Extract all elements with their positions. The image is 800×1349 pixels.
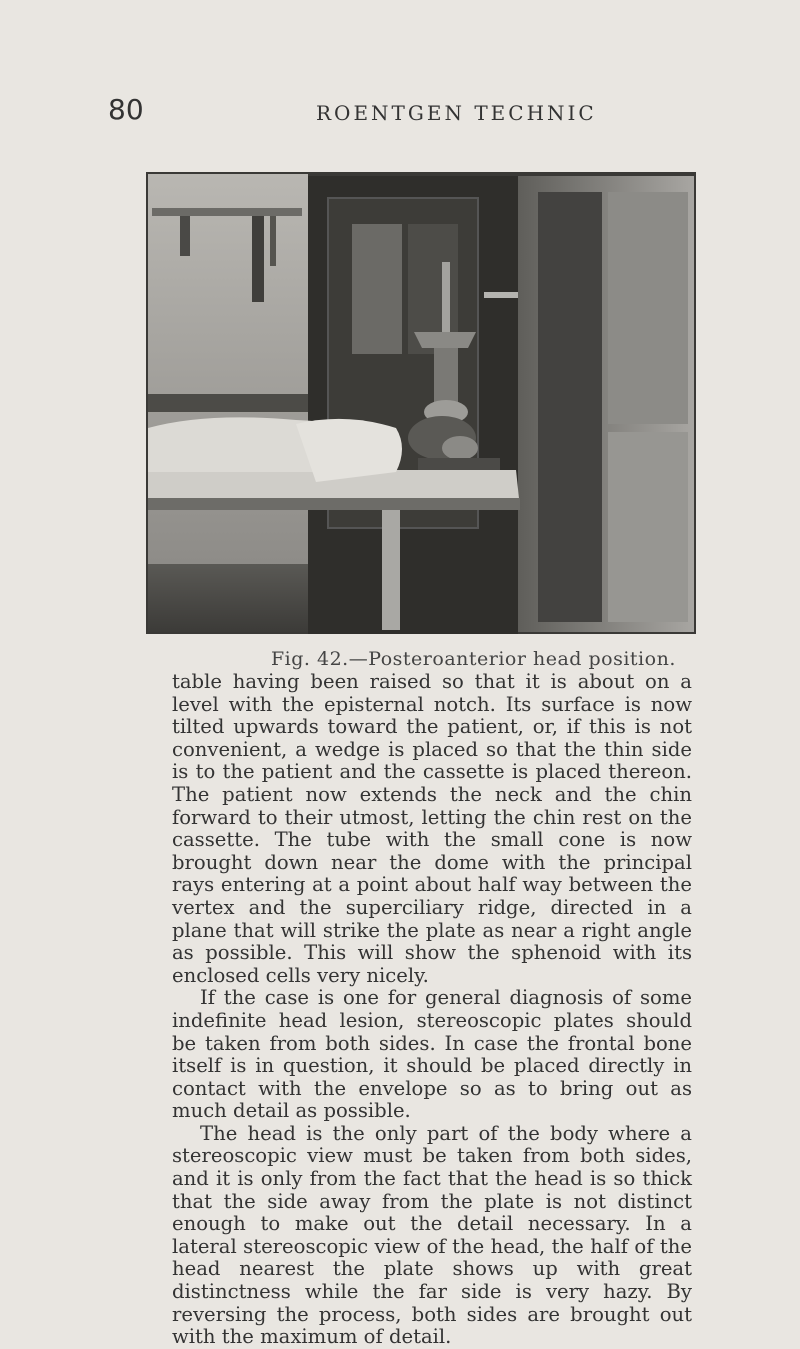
body-text — [172, 671, 692, 1349]
paragraph: The head is the only part of the body where a stereoscopic view must be taken from both sides, and it is only from the fact that the head is so thick that the side away from the plate is not distinct enough to make out the detail necessary. In a lateral stereoscopic view of the head, the half of the head nearest the plate shows up with great distinctness while the far side is very hazy. By reversing the process, both sides are brought out with the maximum of detail. — [172, 1121, 692, 1349]
page-number: 80 — [108, 93, 144, 126]
paragraph: If the case is one for general diagnosis of some indefinite head lesion, stereoscopic plates should be taken from both sides. In case the frontal bone itself is in question, it should be placed directly in contact with the envelope so as to bring out as much detail as possible. — [172, 986, 692, 1123]
xray-room-photo — [146, 172, 696, 634]
paragraph: table having been raised so that it is about on a level with the episternal notch. Its surface is now tilted upwards toward the patient, or, if this is not convenient, a wedge is placed so that the thin side is to the patient and the cassette is placed thereon. The patient now extends the neck and the chin forward to their utmost, letting the chin rest on the cassette. The tube with the small cone is now brought down near the dome with the principal rays entering at a point about half way between the vertex and the superciliary ridge, directed in a plane that will strike the plate as near a right angle as possible. This will show the sphenoid with its enclosed cells very nicely. — [172, 670, 692, 987]
figure-photograph — [146, 172, 696, 634]
figure-caption: Fig. 42.—Posteroanterior head position. — [271, 648, 676, 670]
running-title: ROENTGEN TECHNIC — [316, 101, 597, 125]
